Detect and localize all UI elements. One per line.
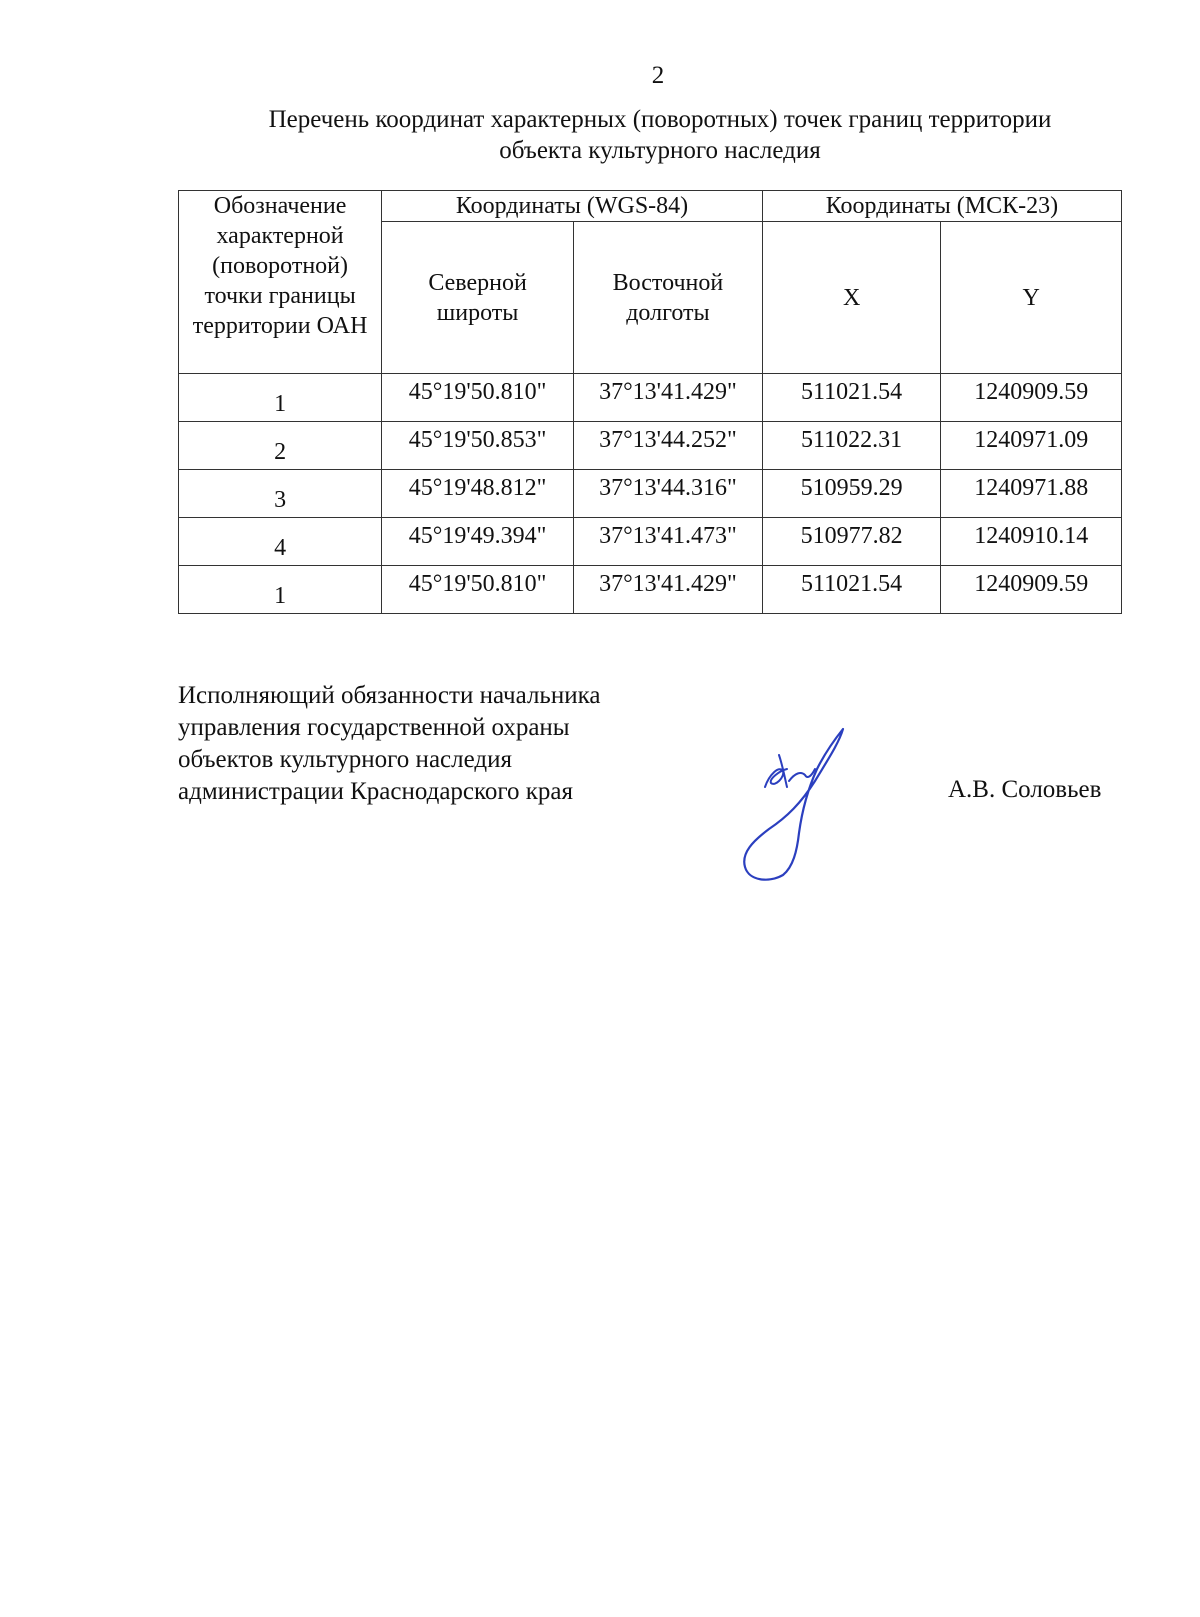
cell-x: 510977.82 — [762, 518, 941, 566]
document-title — [180, 104, 1140, 166]
cell-y: 1240971.88 — [941, 470, 1122, 518]
cell-x: 511021.54 — [762, 566, 941, 614]
cell-longitude: 37°13'41.429" — [574, 566, 763, 614]
cell-x: 511022.31 — [762, 422, 941, 470]
cell-latitude: 45°19'50.853" — [382, 422, 574, 470]
header-north-label: Северной широты — [428, 269, 527, 326]
table-row — [179, 422, 1122, 470]
cell-y: 1240971.09 — [941, 422, 1122, 470]
cell-y: 1240909.59 — [941, 374, 1122, 422]
header-wgs84: Координаты (WGS-84) — [382, 191, 763, 222]
header-x: X — [762, 222, 941, 374]
cell-x: 510959.29 — [762, 470, 941, 518]
header-east-longitude — [574, 222, 763, 374]
position-line-4: администрации Краснодарского края — [178, 778, 574, 805]
cell-y: 1240909.59 — [941, 566, 1122, 614]
cell-latitude: 45°19'48.812" — [382, 470, 574, 518]
signer-name: А.В. Соловьев — [948, 776, 1102, 803]
header-point-designation — [179, 191, 382, 374]
title-line-1: Перечень координат характерных (поворотных) точек границ территории — [268, 106, 1052, 133]
header-msk23: Координаты (МСК-23) — [762, 191, 1121, 222]
coordinates-table — [178, 190, 1122, 614]
header-east-label: Восточной долготы — [612, 269, 724, 326]
table-row — [179, 566, 1122, 614]
position-line-3: объектов культурного наследия — [178, 746, 512, 773]
header-north-latitude — [382, 222, 574, 374]
header-y: Y — [941, 222, 1122, 374]
table-row — [179, 374, 1122, 422]
cell-latitude: 45°19'49.394" — [382, 518, 574, 566]
cell-x: 511021.54 — [762, 374, 941, 422]
signature-loop-stroke — [744, 729, 843, 880]
position-line-1: Исполняющий обязанности начальника — [178, 682, 601, 709]
cell-point: 2 — [179, 422, 382, 470]
signature-initials-stroke — [765, 755, 815, 787]
table-header-row-1 — [179, 191, 1122, 222]
cell-point: 1 — [179, 566, 382, 614]
table-row — [179, 518, 1122, 566]
cell-point: 1 — [179, 374, 382, 422]
header-point-label: Обозначение характерной (поворотной) точки границы территории ОАН — [192, 193, 368, 339]
cell-point: 4 — [179, 518, 382, 566]
cell-y: 1240910.14 — [941, 518, 1122, 566]
cell-latitude: 45°19'50.810" — [382, 374, 574, 422]
cell-latitude: 45°19'50.810" — [382, 566, 574, 614]
table-row — [179, 470, 1122, 518]
signatory-position — [178, 680, 600, 808]
cell-longitude: 37°13'44.316" — [574, 470, 763, 518]
position-line-2: управления государственной охраны — [178, 714, 570, 741]
title-line-2: объекта культурного наследия — [499, 137, 821, 164]
cell-longitude: 37°13'44.252" — [574, 422, 763, 470]
cell-longitude: 37°13'41.429" — [574, 374, 763, 422]
cell-point: 3 — [179, 470, 382, 518]
cell-longitude: 37°13'41.473" — [574, 518, 763, 566]
handwritten-signature — [735, 725, 875, 890]
page-number: 2 — [651, 62, 665, 89]
